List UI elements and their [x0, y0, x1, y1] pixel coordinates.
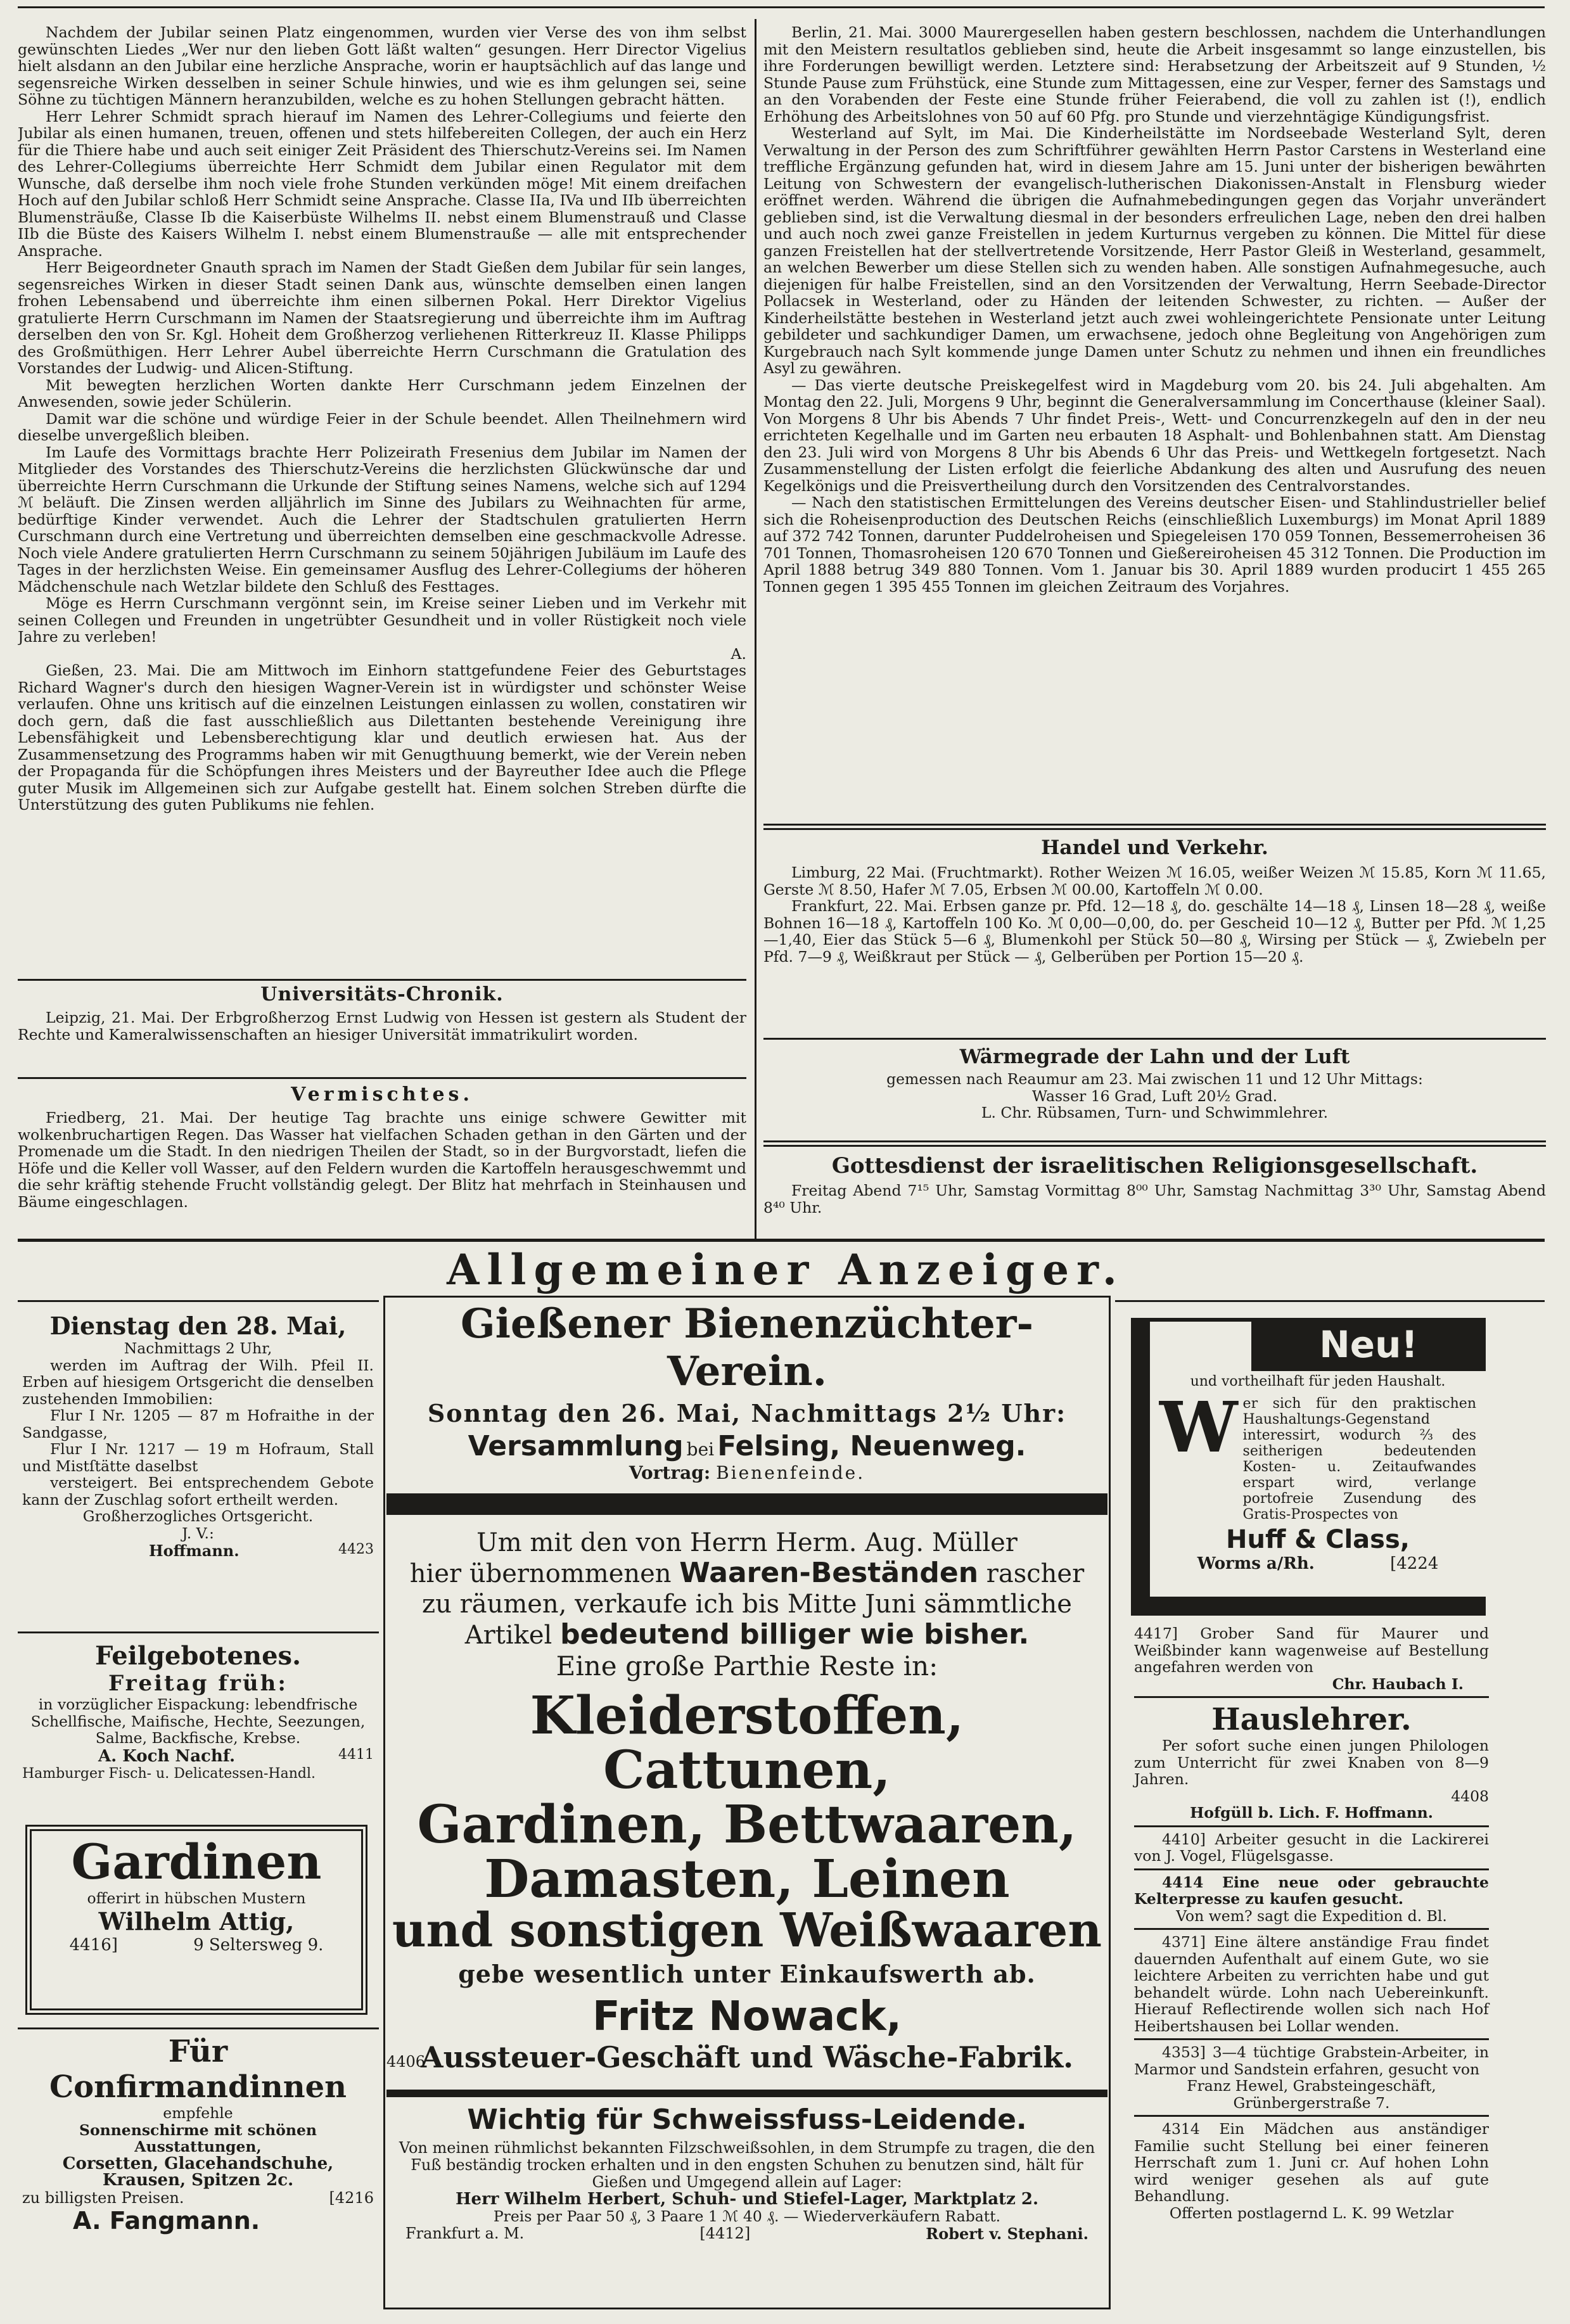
ad-body: Grober Sand für Maurer und Weißbinder kann wagenweise auf Bestellung angefahren werden von — [1134, 1625, 1489, 1676]
service-section — [763, 1153, 1546, 1216]
ad-number: 4416] — [69, 1935, 118, 1955]
ad-title: Für Confirmandinnen — [49, 2034, 347, 2105]
ad-line: Preis per Paar 50 ₰, 3 Paare 1 ℳ 40 ₰. — Wiederverkäufern Rabatt. — [493, 2207, 1001, 2225]
ad-line: zu billigsten Preisen. — [22, 2188, 184, 2207]
ad-number: [4224 — [1390, 1554, 1439, 1573]
ad-headline: und sonstigen Weißwaaren — [392, 1903, 1102, 1958]
ad-rule — [1134, 1696, 1489, 1698]
ad-line: offerirt in hübschen Mustern — [87, 1889, 306, 1907]
ad-title: Dienstag den 28. Mai, — [49, 1312, 347, 1340]
ad-body: 4314 Ein Mädchen aus anständiger Familie sucht Stellung bei einer feineren Herrschaft zum 1. Juni cr. Auf hohen Lohn wird weniger gesehen als auf gute Behandlung. — [1134, 2120, 1489, 2205]
ad-line: Eine große Parthie Reste in: — [556, 1650, 938, 1682]
temperature-line: gemessen nach Reaumur am 23. Mai zwischen 11 und 12 Uhr Mittags: — [886, 1070, 1423, 1088]
ad-number: 4411 — [338, 1746, 374, 1763]
ad-headline: Kleiderstoffen, Cattunen, — [530, 1685, 964, 1801]
column-divider — [755, 19, 756, 1239]
ad-line: Hamburger Fisch- u. Delicatessen-Handl. — [22, 1765, 316, 1782]
anzeiger-rule — [18, 1239, 1545, 1242]
ad-rule — [1115, 1300, 1545, 1302]
ad-body: werden im Auftrag der Wilh. Pfeil II. Erben auf hiesigem Ortsgericht die denselben zustehenden Immobilien: — [22, 1356, 374, 1408]
ad-line: Waaren-Beständen — [679, 1557, 979, 1589]
article-paragraph: Herr Beigeordneter Gnauth sprach im Namen der Stadt Gießen dem Jubilar für sein langes, segensreiches Wirken in dieser Stadt seinen Dank aus, wünschte demselben einen langen frohen Lebensabend und überreichte ihm einen silbernen Pokal. Herr Direktor Vigelius gratulierte Herrn Curschmann im Namen der Staatsregierung und überreichte ihm im Auftrag derselben den von Sr. Kgl. Hoheit dem Großherzog verliehenen Ritterkreuz II. Klasse Philipps des Großmüthigen. Herr Lehrer Aubel überreichte Herrn Curschmann die Gratulation des Vorstandes der Ludwig- und Alicen-Stiftung. — [18, 259, 746, 377]
anzeiger-title: Allgemeiner Anzeiger. — [447, 1245, 1125, 1294]
anzeiger-header — [380, 1245, 1191, 1294]
ad-firm: A. Fangmann. — [73, 2206, 260, 2235]
trade-section — [763, 836, 1546, 965]
right-news-column — [763, 24, 1546, 822]
ad-body: er sich für den praktischen Haushaltungs-Gegenstand interessirt, wodurch ⅔ des seitherigen bedeutenden Kosten- u. Zeitaufwandes erspart wird, verlange portofreie Zusendung des Gratis-Prospectes von — [1242, 1395, 1476, 1523]
ad-line: zu räumen, verkaufe ich bis Mitte Juni sämmtliche — [422, 1590, 1072, 1619]
ad-number: 4417] — [1134, 1625, 1178, 1642]
ad-rule — [18, 1631, 379, 1633]
ad-title: Hauslehrer. — [1211, 1702, 1412, 1737]
ad-line: Aussteuer-Geschäft und Wäsche-Fabrik. — [420, 2040, 1074, 2075]
ad-line: und vortheilhaft für jeden Haushalt. — [1190, 1374, 1446, 1389]
article-paragraph: Berlin, 21. Mai. 3000 Maurergesellen haben gestern beschlossen, nachdem die Unterhandlungen mit den Meistern resultatlos geblieben sind, heute die Arbeit insgesammt so lange einzustellen, bis ihre Forderungen bewilligt werden. Letztere sind: Herabsetzung der Arbeitszeit auf 9 Stunden, ½ Stunde Pause zum Frühstück, eine Stunde zum Mittagessen, eine zur Vesper, ferner des Samstags und an den Vorabenden der Feste eine Stunde früher Feierabend, die voll zu zahlen ist (!), endlich Erhöhung des Arbeitslohnes von 50 auf 60 Pfg. pro Stunde und vierzehntägige Kündigungsfrist. — [763, 24, 1546, 125]
ad-signature: Hofgüll b. Lich. F. Hoffmann. — [1190, 1804, 1433, 1822]
ad-line: Felsing, Neuenweg. — [717, 1430, 1026, 1462]
ad-number: 4408 — [1451, 1787, 1489, 1805]
ad-signature: Franz Hewel, Grabsteingeschäft, Grünbergerstraße 7. — [1187, 2077, 1436, 2112]
ad-rule — [1134, 2115, 1489, 2117]
ad-line: Bienenfeinde. — [716, 1462, 865, 1483]
neu-banner — [1251, 1318, 1486, 1371]
market-report: Limburg, 22 Mai. (Fruchtmarkt). Rother Weizen ℳ 16.05, weißer Weizen ℳ 15.85, Korn ℳ 11.65, Gerste ℳ 8.50, Hafer ℳ 7.05, Erbsen ℳ 00.00, Kartoffeln ℳ 0.00. — [763, 864, 1546, 898]
ad-signature: J. V.: — [182, 1524, 214, 1542]
ad-line: Versammlung — [468, 1430, 684, 1462]
temperature-section — [763, 1045, 1546, 1121]
section-title: Gottesdienst der israelitischen Religionsgesellschaft. — [831, 1153, 1478, 1178]
section-rule — [763, 1038, 1546, 1040]
gardinen-ad — [25, 1825, 367, 2015]
ad-firm: Fritz Nowack, — [592, 1993, 902, 2041]
ad-line: Corsetten, Glacehandschuhe, Krausen, Spitzen 2c. — [62, 2154, 334, 2190]
section-rule — [18, 1077, 746, 1079]
ad-line: Flur I Nr. 1217 — 19 m Hofraum, Stall und Mistſtätte daselbst — [22, 1440, 374, 1475]
ad-rule — [1134, 2038, 1489, 2040]
section-title: Vermischtes. — [291, 1083, 473, 1106]
ad-headline: Damasten, Leinen — [484, 1849, 1010, 1910]
ad-firm: Huff & Class, — [1226, 1524, 1410, 1554]
ad-body: Per sofort suche einen jungen Philologen zum Unterricht für zwei Knaben von 8—9 Jahren. — [1134, 1737, 1489, 1788]
ad-line: Frankfurt a. M. — [405, 2225, 525, 2243]
auction-ad — [22, 1312, 374, 1560]
section-rule — [763, 1145, 1546, 1147]
ad-body: 4371] Eine ältere anständige Frau findet dauernden Aufenthalt auf einem Gute, wo sie leichtere Arbeiten zu verrichten habe und gut behandelt würde. Lohn nach Uebereinkunft. Hierauf Reflectirende wollen sich nach Hof Heibertshausen bei Lollar wenden. — [1134, 1933, 1489, 2035]
ad-signature: Hoffmann. — [149, 1542, 239, 1560]
ad-body: 4410] Arbeiter gesucht in die Lackirerei von J. Vogel, Flügelsgasse. — [1134, 1830, 1489, 1865]
section-rule — [763, 824, 1546, 826]
ad-rule — [18, 2027, 379, 2029]
section-rule — [763, 828, 1546, 830]
ad-number: [4216 — [329, 2188, 374, 2207]
ad-title: Wichtig für Schweissfuss-Leidende. — [467, 2104, 1027, 2136]
ad-body: versteigert. Bei entsprechendem Gebote kann der Zuschlag sofort ertheilt werden. — [22, 1474, 374, 1509]
ad-firm: A. Koch Nachf. — [98, 1746, 236, 1766]
section-rule — [18, 979, 746, 981]
ad-body: Von meinen rühmlichst bekannten Filzschweißsohlen, in dem Strumpfe zu tragen, die den Fuß beständig trocken erhalten und in den engsten Schuhen zu benutzen sind, hält für Gießen und Umgegend allein auf Lager: — [399, 2139, 1095, 2192]
ad-line: Artikel — [464, 1621, 552, 1650]
ad-address: 9 Seltersweg 9. — [193, 1935, 324, 1955]
ad-line: hier übernommenen — [409, 1559, 672, 1588]
ad-line: empfehle — [163, 2104, 233, 2122]
article-paragraph: Möge es Herrn Curschmann vergönnt sein, im Kreise seiner Lieben und im Verkehr mit seinen Collegen und Freunden in ungetrübter Gesundheit und in voller Rüstigkeit noch viele Jahre zu verleben! — [18, 594, 746, 646]
article-paragraph: Friedberg, 21. Mai. Der heutige Tag brachte uns einige schwere Gewitter mit wolkenbruchartigen Regen. Das Wasser hat vielfachen Schaden gethan in den Gärten und der Promenade um die Stadt. In den niedrigen Theilen der Stadt, so in der Burgvorstadt, liefen die Höfe und die Keller voll Wasser, auf den Feldern wurden die Kartoffeln herausgeschwemmt und die sehr kräftig stehende Frucht vollständig gelegt. Der Blitz hat mehrfach in Steinhausen und Bäume eingeschlagen. — [18, 1109, 746, 1211]
ad-line: Offerten postlagernd L. K. 99 Wetzlar — [1169, 2204, 1454, 2222]
ad-body: 4353] 3—4 tüchtige Grabstein-Arbeiter, in Marmor und Sandstein erfahren, gesucht von — [1134, 2043, 1489, 2078]
article-paragraph: Freitag Abend 7¹⁵ Uhr, Samstag Vormittag 8⁰⁰ Uhr, Samstag Nachmittag 3³⁰ Uhr, Samstag Abend 8⁴⁰ Uhr. — [763, 1182, 1546, 1216]
ad-subtitle: Freitag früh: — [108, 1671, 288, 1696]
confirmation-ad — [22, 2034, 374, 2235]
section-title: Wärmegrade der Lahn und der Luft — [959, 1045, 1350, 1068]
article-paragraph: — Das vierte deutsche Preiskegelfest wird in Magdeburg vom 20. bis 24. Juli abgehalten. Am Montag den 22. Juli, Morgens 9 Uhr, beginnt die Generalversammlung im Concerthause (kleiner Saal). Von Morgens 8 Uhr bis Abends 7 Uhr findet Preis-, Wett- und Concurrenzkegeln auf den in der neu errichteten Kegelhalle und im Garten neu erbauten 18 Asphalt- und Bohlenbahnen statt. Am Dienstag den 23. Juli wird von Morgens 8 Uhr bis Abends 6 Uhr das Preis- und Wettkegeln fortgesetzt. Nach Zusammenstellung der Listen erfolgt die feierliche Abdankung des alten und Ausrufung des neuen Kegelkönigs und die Preisvertheilung durch den Vorsitzenden des Centralvorstandes. — [763, 376, 1546, 495]
ad-line: Sonnenschirme mit schönen Ausstattungen, — [79, 2121, 317, 2155]
fish-ad — [22, 1641, 374, 1782]
ad-body: in vorzüglicher Eispackung: lebendfrische Schellfische, Maifische, Hechte, Seezungen, Salme, Backfische, Krebse. — [30, 1695, 366, 1747]
article-paragraph: Damit war die schöne und würdige Feier in der Schule beendet. Allen Theilnehmern wird dieselbe unvergeßlich bleiben. — [18, 409, 746, 444]
ad-line: rascher — [986, 1559, 1085, 1588]
article-paragraph: Westerland auf Sylt, im Mai. Die Kinderheilstätte im Nordseebade Westerland Sylt, deren Verwaltung in der Person des zum Schriftführer gewählten Herrn Pastor Carstens in Westerland eine treffliche Ergänzung gefunden hat, wird in diesem Jahre am 15. Juni unter der bisherigen bewährten Leitung von Schwestern der evangelisch-lutherischen Diakonissen-Anstalt in Flensburg wieder eröffnet werden. Während die übrigen die Aufnahmebedingungen gegen das Vorjahr unverändert geblieben sind, ist die Verwaltung diesmal in der besonders erfreulichen Lage, neben den drei halben und auch noch zwei ganze Freistellen in jedem Kurturnus vergeben zu können. Die Mittel für diese ganzen Freistellen hat der stellvertretende Vorsitzende, Herr Pastor Gleiß in Westerland, gesammelt, an welchen Bewerber um diese Stellen sich zu wenden haben. Alle sonstigen Aufnahmegesuche, auch diejenigen für halbe Freistellen, sind an den Vorsitzenden der Verwaltung, Herrn Seebade-Director Pollacsek in Westerland, oder zu Händen der leitenden Schwester, zu richten. — Außer der Kinderheilstätte bestehen in Westerland jetzt auch zwei wohleingerichtete Pensionate unter Leitung gebildeter und sachkundiger Damen, um erwachsene, jedoch ohne Begleitung von Angehörigen zum Kurgebrauch nach Sylt kommende junge Damen unter Schutz zu nehmen und ihnen ein freundliches Asyl zu gewähren. — [763, 124, 1546, 377]
ad-line: Nachmittags 2 Uhr, — [124, 1339, 272, 1357]
temperature-line: L. Chr. Rübsamen, Turn- und Schwimmlehrer. — [981, 1104, 1329, 1121]
ad-title: Neu! — [1319, 1323, 1418, 1366]
article-paragraph: — Nach den statistischen Ermittelungen des Vereins deutscher Eisen- und Stahlindustrieller belief sich die Roheisenproduction des Deutschen Reichs (einschließlich Luxemburgs) im Monat April 1889 auf 372 742 Tonnen, darunter Puddelroheisen und Spiegeleisen 170 059 Tonnen, Bessemerroheisen 36 701 Tonnen, Thomasroheisen 120 670 Tonnen und Gießereiroheisen 45 312 Tonnen. Die Production im April 1888 betrug 349 880 Tonnen. Vom 1. Januar bis 30. April 1889 wurden producirt 1 455 265 Tonnen gegen 1 395 455 Tonnen im gleichen Zeitraum des Vorjahres. — [763, 494, 1546, 596]
article-paragraph: Nachdem der Jubilar seinen Platz eingenommen, wurden vier Verse des von ihm selbst gewünschten Liedes „Wer nur den lieben Gott läßt walten“ gesungen. Herr Director Vigelius hielt alsdann an den Jubilar eine herzliche Ansprache, worin er hauptsächlich auf das lange und segensreiche Wirken desselben in seiner Schule hinwies, und wie es ihm gelungen sei, seine Söhne zu tüchtigen Männern heranzubilden, welche es zu hohen Stellungen gebracht hätten. — [18, 24, 746, 108]
ad-line: bei — [686, 1439, 715, 1460]
ad-line: Von wem? sagt die Expedition d. Bl. — [1176, 1906, 1447, 1925]
ad-number: 4423 — [338, 1542, 374, 1557]
misc-section — [18, 1083, 746, 1210]
ad-label: Vortrag: — [629, 1462, 711, 1483]
ad-signature: Chr. Haubach I. — [1332, 1675, 1464, 1693]
article-paragraph: Leipzig, 21. Mai. Der Erbgroßherzog Ernst Ludwig von Hessen ist gestern als Student der Rechte und Kameralwissenschaften an hiesiger Universität immatrikulirt worden. — [18, 1009, 746, 1044]
article-signature: A. — [731, 644, 746, 663]
article-paragraph: Mit bewegten herzlichen Worten dankte Herr Curschmann jedem Einzelnen der Anwesenden, sowie jeder Schülerin. — [18, 376, 746, 411]
ad-line: Um mit den von Herrn Herm. Aug. Müller — [476, 1528, 1018, 1557]
center-ad-frame — [383, 1296, 1111, 2309]
ad-line: Worms a/Rh. — [1197, 1554, 1315, 1573]
ad-title: Gardinen — [71, 1834, 322, 1890]
drop-cap: W — [1159, 1386, 1238, 1468]
top-rule — [18, 6, 1545, 8]
ad-line: Herr Wilhelm Herbert, Schuh- und Stiefel-Lager, Marktplatz 2. — [455, 2190, 1039, 2209]
ad-line: Flur I Nr. 1205 — 87 m Hofraithe in der Sandgasse, — [22, 1407, 374, 1441]
temperature-line: Wasser 16 Grad, Luft 20½ Grad. — [1031, 1087, 1278, 1105]
ad-number: 4406 — [386, 2053, 426, 2071]
market-report: Frankfurt, 22. Mai. Erbsen ganze pr. Pfd. 12—18 ₰, do. geschälte 14—18 ₰, Linsen 18—28 ₰, weiße Bohnen 16—18 ₰, Kartoffeln 100 Ko. ℳ 0,00—0,00, do. per Gescheid 10—12 ₰, Butter per Pfd. ℳ 1,25—1,40, Eier das Stück 5—6 ₰, Blumenkohl per Stück 50—80 ₰, Wirsing per Stück — ₰, Zwiebeln per Pfd. 7—9 ₰, Weißkraut per Stück — ₰, Gelberüben per Portion 15—20 ₰. — [763, 897, 1546, 966]
section-rule — [763, 1140, 1546, 1142]
article-paragraph: Herr Lehrer Schmidt sprach hierauf im Namen des Lehrer-Collegiums und feierte den Jubilar als einen humanen, treuen, offenen und stets hilfebereiten Collegen, der auch ein Herz für die Thiere habe und auch seit einiger Zeit Präsident des Thierschutz-Vereins sei. Im Namen des Lehrer-Collegiums überreichte Herr Schmidt dem Jubilar einen Regulator mit dem Wunsche, daß derselbe ihm noch viele frohe Stunden verkünden möge! Mit einem dreifachen Hoch auf den Jubilar schloß Herr Schmidt seine Ansprache. Classe IIa, IVa und IIb überreichten Blumensträuße, Classe Ib die Kaiserbüste Wilhelms II. nebst einem Blumenstrauß und Classe IIb die Büste des Kaisers Wilhelm I. nebst einem Blumenstrauße — alle mit entsprechender Ansprache. — [18, 107, 746, 260]
ad-title: Gießener Bienenzüchter-Verein. — [460, 1300, 1034, 1395]
ad-line: bedeutend billiger wie bisher. — [560, 1618, 1030, 1650]
ad-headline: Gardinen, Bettwaaren, — [417, 1794, 1077, 1856]
section-title: Handel und Verkehr. — [1041, 836, 1268, 859]
ad-firm: Wilhelm Attig, — [98, 1906, 295, 1936]
university-section — [18, 983, 746, 1043]
ad-number: [4412] — [699, 2225, 751, 2243]
ad-line: gebe wesentlich unter Einkaufswerth ab. — [458, 1960, 1036, 1989]
right-ads — [1134, 1625, 1489, 2221]
ad-rule — [1134, 1868, 1489, 1870]
ad-title: Feilgebotenes. — [94, 1641, 302, 1671]
article-paragraph: Im Laufe des Vormittags brachte Herr Polizeirath Fresenius dem Jubilar im Namen der Mitglieder des Vorstandes des Thierschutz-Vereins die herzlichsten Glückwünsche dar und überreichte Herrn Curschmann die Urkunde der Stiftung seines Namens, welche sich auf 1294 ℳ beläuft. Die Zinsen werden alljährlich im Sinne des Jubilars zu Weihnachten für arme, bedürftige Kinder verwendet. Auch die Lehrer der Stadtschulen gratulierten Herrn Curschmann durch eine Vertretung und überreichten demselben eine geschmackvolle Adresse. Noch viele Andere gratulierten Herrn Curschmann zu seinem 50jährigen Jubiläum im Laufe des Tages in der herzlichsten Weise. Ein gemeinsamer Ausflug des Lehrer-Collegiums der höheren Mädchenschule nach Wetzlar bildete den Schluß des Festtages. — [18, 443, 746, 596]
ad-date: Sonntag den 26. Mai, Nachmittags 2½ Uhr: — [427, 1399, 1067, 1427]
ad-rule — [18, 1300, 379, 1302]
ad-rule — [1134, 1825, 1489, 1827]
ad-signature: Großherzogliches Ortsgericht. — [82, 1507, 314, 1525]
ad-body: 4414 Eine neue oder gebrauchte Kelterpresse zu kaufen gesucht. — [1134, 1873, 1489, 1908]
ad-signature: Robert v. Stephani. — [926, 2225, 1088, 2244]
neu-ad-content — [1159, 1374, 1476, 1573]
section-title: Universitäts-Chronik. — [260, 983, 504, 1006]
article-paragraph: Gießen, 23. Mai. Die am Mittwoch im Einhorn stattgefundene Feier des Geburtstages Richard Wagner's durch den hiesigen Wagner-Verein ist in würdigster und schönster Weise verlaufen. Ohne uns kritisch auf die einzelnen Leistungen einlassen zu wollen, constatiren wir doch gern, daß die fast ausschließlich aus Dilettanten bestehende Vereinigung ihre Lebensfähigkeit und Lebensberechtigung klar und deutlich erwiesen hat. Aus der Zusammensetzung des Programms haben wir mit Genugthuung bemerkt, wie der Verein neben der Propaganda für die Schöpfungen ihres Meisters und der Bayreuther Idee auch die Pflege guter Musik im Allgemeinen sich zur Aufgabe gestellt hat. Einem solchen Streben dürfte die Unterstützung des guten Publikums nie fehlen. — [18, 661, 746, 814]
ad-rule — [1134, 1928, 1489, 1930]
left-news-column — [18, 24, 746, 987]
